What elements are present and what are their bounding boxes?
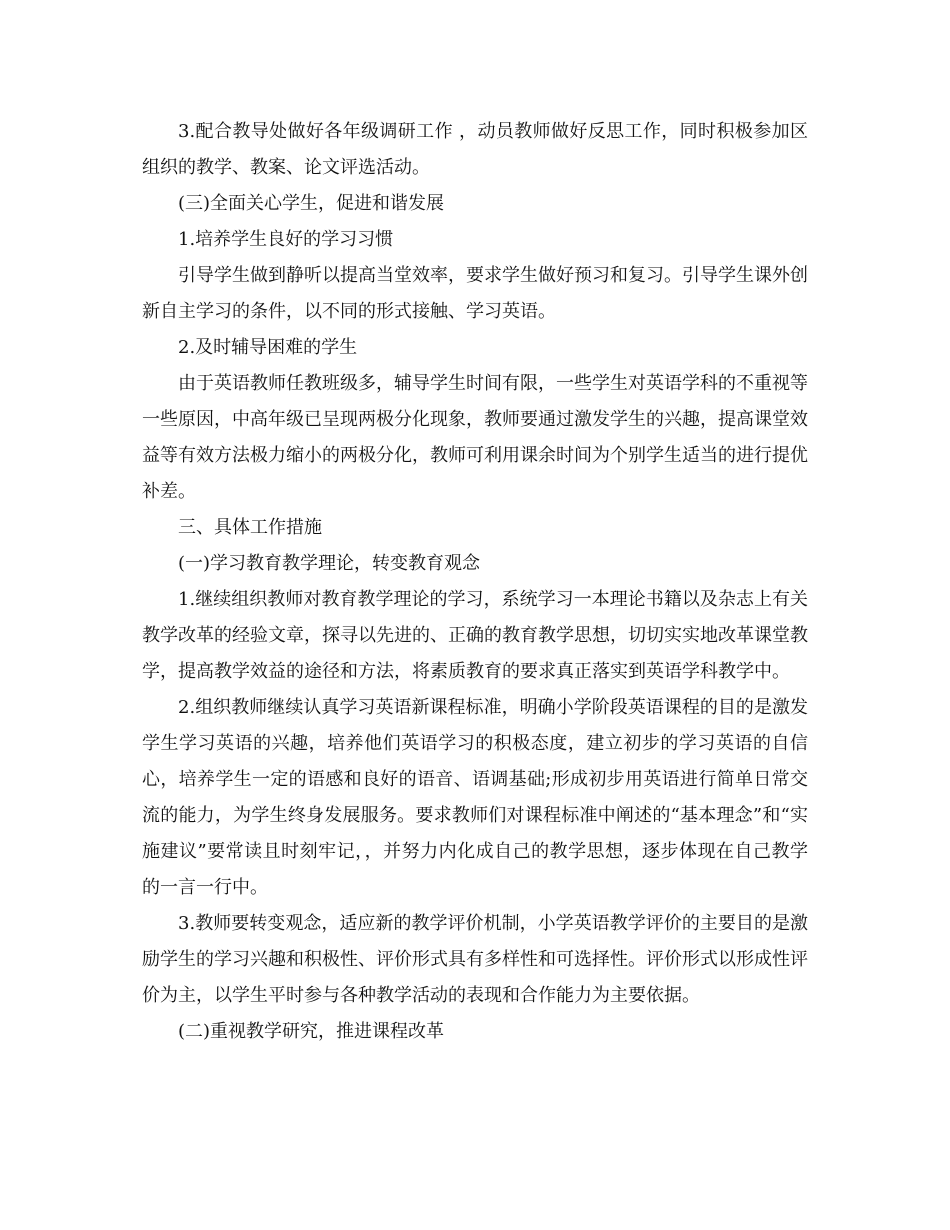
paragraph-study-habits: 引导学生做到静听以提高当堂效率，要求学生做好预习和复习。引导学生课外创新自主学习的条件，以不同的形式接触、学习英语。: [142, 265, 808, 322]
section-heading-specific-measures: 三、具体工作措施: [178, 517, 322, 538]
subheading-education-theory: (一)学习教育教学理论，转变教育观念: [178, 553, 481, 574]
paragraph-item-3-evaluation: 3.教师要转变观念，适应新的教学评价机制，小学英语教学评价的主要目的是激励学生的学习兴趣和积极性、评价形式具有多样性和可选择性。评价形式以形成性评价为主，以学生平时参与各种教学活动的表现和合作能力为主要依据。: [142, 913, 808, 1006]
paragraph-item-2-curriculum-standards: 2.组织教师继续认真学习英语新课程标准，明确小学阶段英语课程的目的是激发学生学习英语的兴趣，培养他们英语学习的积极态度，建立初步的学习英语的自信心，培养学生一定的语感和良好的语音、语调基础;形成初步用英语进行简单日常交流的能力，为学生终身发展服务。要求教师们对课程标准中阐述的“基本理念”和“实施建议”要常读且时刻牢记，，并努力内化成自己的教学思想，逐步体现在自己教学的一言一行中。: [142, 697, 808, 898]
subheading-study-habits: 1.培养学生良好的学习习惯: [178, 229, 394, 250]
paragraph-item-3-survey-work: 3.配合教导处做好各年级调研工作 ，动员教师做好反思工作，同时积极参加区组织的教学、教案、论文评选活动。: [142, 121, 808, 178]
paragraph-tutoring-students: 由于英语教师任教班级多，辅导学生时间有限，一些学生对英语学科的不重视等一些原因，中高年级已呈现两极分化现象，教师要通过激发学生的兴趣，提高课堂效益等有效方法极力缩小的两极分化，教师可利用课余时间为个别学生适当的进行提优补差。: [142, 373, 808, 502]
subheading-teaching-research: (二)重视教学研究，推进课程改革: [178, 1021, 445, 1042]
subheading-tutoring-students: 2.及时辅导困难的学生: [178, 337, 358, 358]
paragraph-item-1-theory-study: 1.继续组织教师对教育教学理论的学习，系统学习一本理论书籍以及杂志上有关教学改革的经验文章，探寻以先进的、正确的教育教学思想，切切实实地改革课堂教学，提高教学效益的途径和方法，将素质教育的要求真正落实到英语学科教学中。: [142, 589, 808, 682]
document-body: [142, 114, 808, 1050]
section-heading-care-for-students: (三)全面关心学生，促进和谐发展: [178, 193, 445, 214]
